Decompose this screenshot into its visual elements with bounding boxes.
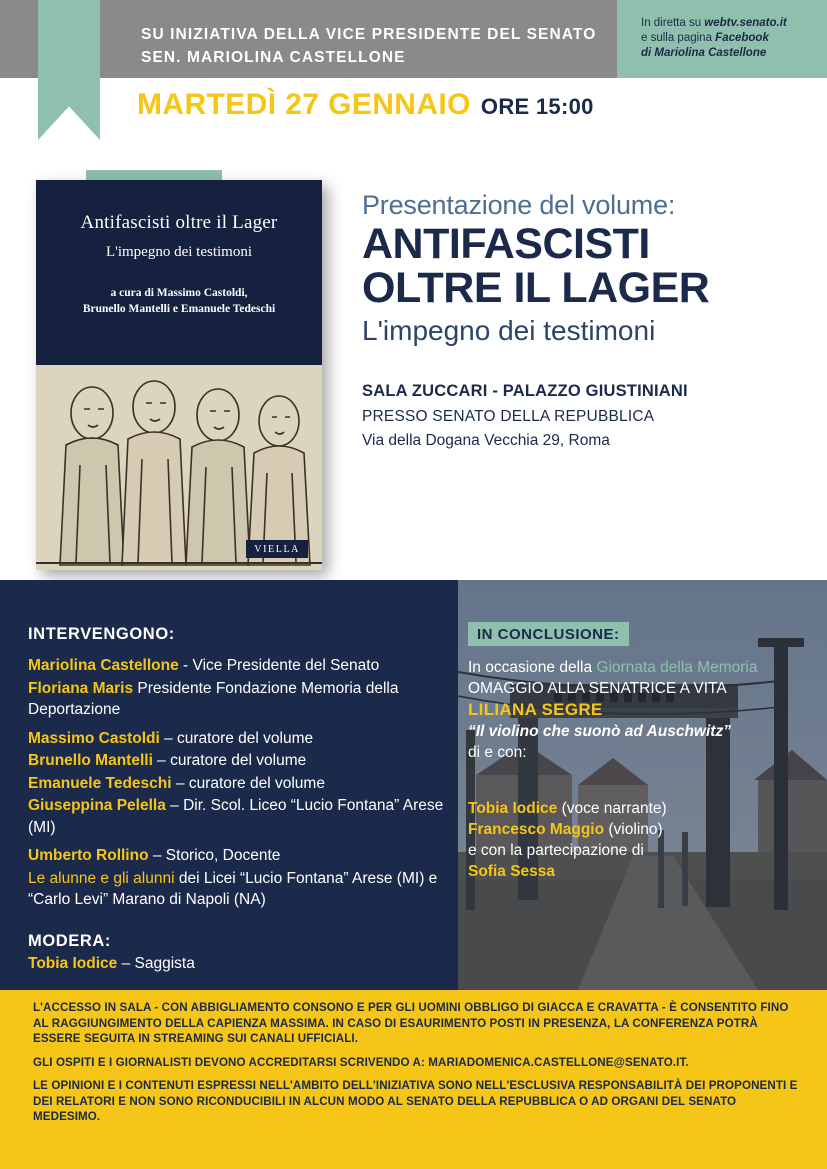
speaker-name: Giuseppina Pelella <box>28 797 166 814</box>
ribbon-decoration <box>38 0 100 140</box>
memorial-day: Giornata della Memoria <box>596 659 758 676</box>
participation-label: e con la partecipazione di <box>468 842 644 859</box>
speaker-sep: – <box>152 752 171 769</box>
event-date-bar <box>137 88 697 122</box>
book-editors-line2: Brunello Mantelli e Emanuele Tedeschi <box>82 303 276 315</box>
speaker-name: Brunello Mantelli <box>28 752 153 769</box>
book-publisher: VIELLA <box>246 540 308 558</box>
live-info <box>641 16 821 61</box>
speaker-role: dei Licei “Lucio Fontana” Arese (MI) e “Carlo Levi” Marano di Napoli (NA) <box>28 869 438 908</box>
speaker-name: Massimo Castoldi <box>28 729 160 747</box>
book-cover-subtitle: L'impegno dei testimoni <box>105 244 252 260</box>
speaker-name: Floriana Maris <box>28 679 134 697</box>
cast-role: (violino) <box>604 821 663 838</box>
honoree-name: LILIANA SEGRE <box>468 700 603 719</box>
speaker-role: Storico, Docente <box>165 847 281 864</box>
speaker-role: curatore del volume <box>170 752 307 769</box>
live-site: webtv.senato.it <box>704 17 787 29</box>
header <box>0 0 827 78</box>
footer-paragraph: LE OPINIONI E I CONTENUTI ESPRESSI NELL'AMBITO DELL'INIZIATIVA SONO NELL'ESCLUSIVA RESPONSABILITÀ DEI PROPONENTI E DEI RELATORI E NON SONO RICONDUCIBILI IN ALCUN MODO AL SENATO DELLA REPUBBLICA O AD ORGANI DEL SENATO MEDESIMO. <box>33 1079 798 1123</box>
list-item <box>28 868 448 911</box>
speaker-role: curatore del volume <box>188 774 325 792</box>
presentation-label: Presentazione del volume: <box>362 190 676 220</box>
moderator-heading: MODERA: <box>28 932 112 950</box>
performance-with: di e con: <box>468 744 527 761</box>
speaker-sep: – <box>171 774 189 792</box>
book-cover <box>36 180 322 570</box>
speaker-name: Le alunne e gli alunni <box>28 869 175 887</box>
footer-paragraph: L'ACCESSO IN SALA - CON ABBIGLIAMENTO CONSONO E PER GLI UOMINI OBBLIGO DI GIACCA E CRAVATTA - È CONSENTITO FINO AL RAGGIUNGIMENTO DELLA CAPIENZA MASSIMA. IN CASO DI ESAURIMENTO POSTI IN PRESENZA, LA CONFERENZA POTRÀ ESSERE SEGUITA IN STREAMING SUI CANALI UFFICIALI. <box>33 1001 789 1045</box>
title-line-2: OLTRE IL LAGER <box>362 264 710 312</box>
book-cover-title: Antifascisti oltre il Lager <box>80 212 278 233</box>
moderator-name: Tobia Iodice <box>28 955 118 972</box>
book-editors-line1: a cura di Massimo Castoldi, <box>110 287 248 299</box>
initiative-text: SU INIZIATIVA DELLA VICE PRESIDENTE DEL SENATO SEN. MARIOLINA CASTELLONE <box>141 26 597 66</box>
list-item <box>28 750 448 772</box>
cast-name: Francesco Maggio <box>468 821 605 838</box>
title-line-1: ANTIFASCISTI <box>362 220 650 268</box>
speaker-role: curatore del volume <box>177 729 314 747</box>
list-item <box>28 655 448 677</box>
speaker-role: Dir. Scol. Liceo “Lucio Fontana” Arese (MI) <box>28 797 444 836</box>
list-item <box>28 678 448 721</box>
speaker-sep: - <box>178 657 193 674</box>
list-item <box>28 795 448 838</box>
event-date: MARTEDÌ 27 GENNAIO <box>137 88 471 121</box>
speaker-role: Presidente Fondazione Memoria della Deportazione <box>28 679 399 718</box>
live-page-name: di Mariolina Castellone <box>641 47 767 59</box>
footer-notes <box>33 1000 798 1133</box>
cast-name: Tobia Iodice <box>468 800 558 817</box>
speakers-heading: INTERVENGONO: <box>28 625 175 643</box>
list-item <box>28 845 448 867</box>
live-facebook: Facebook <box>715 32 769 44</box>
conclusion-badge: IN CONCLUSIONE: <box>468 622 629 646</box>
speaker-name: Umberto Rollino <box>28 847 149 864</box>
speaker-sep: – <box>165 797 184 814</box>
list-item <box>28 773 448 795</box>
speaker-name: Emanuele Tedeschi <box>28 774 172 792</box>
speaker-role: Vice Presidente del Senato <box>192 657 380 674</box>
live-prefix: In diretta su <box>641 17 705 29</box>
speaker-sep: – <box>148 847 166 864</box>
page-subtitle: L'impegno dei testimoni <box>362 315 656 346</box>
cast-role: (voce narrante) <box>557 800 667 817</box>
venue-name: SALA ZUCCARI - PALAZZO GIUSTINIANI <box>362 382 688 400</box>
conclusion-line1-prefix: In occasione della <box>468 659 597 676</box>
speakers-list <box>28 655 448 912</box>
speaker-name: Mariolina Castellone <box>28 657 179 674</box>
live-page-prefix: e sulla pagina <box>641 32 716 44</box>
conclusion-line2: OMAGGIO ALLA SENATRICE A VITA <box>468 680 727 697</box>
moderator-row <box>28 955 195 973</box>
performance-title: “Il violino che suonò ad Auschwitz” <box>468 723 731 740</box>
book-cover-editors <box>36 285 322 317</box>
cast-list <box>468 798 818 882</box>
speaker-sep: – <box>159 729 178 747</box>
page-title <box>362 222 709 310</box>
conclusion-text <box>468 657 818 763</box>
participant-name: Sofia Sessa <box>468 863 556 880</box>
list-item <box>28 728 448 750</box>
venue-institution: PRESSO SENATO DELLA REPUBBLICA <box>362 408 655 425</box>
event-time: ORE 15:00 <box>480 94 594 119</box>
footer-paragraph: GLI OSPITI E I GIORNALISTI DEVONO ACCREDITARSI SCRIVENDO A: MARIADOMENICA.CASTELLONE@SENATO.IT. <box>33 1055 689 1069</box>
moderator-role: – Saggista <box>117 955 195 972</box>
venue-address: Via della Dogana Vecchia 29, Roma <box>362 432 610 449</box>
